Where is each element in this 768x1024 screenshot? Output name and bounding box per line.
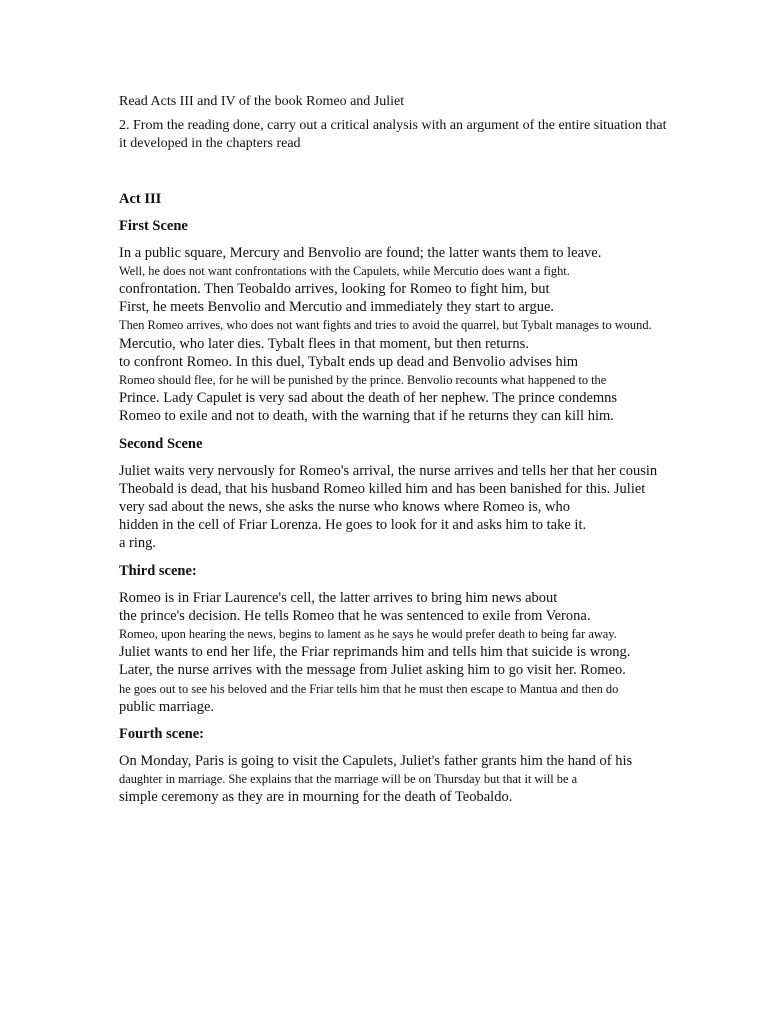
text-line: On Monday, Paris is going to visit the Capulets, Juliet's father grants him the hand of his <box>119 753 633 770</box>
scene-title-fourth: Fourth scene: <box>119 726 204 743</box>
text-line: he goes out to see his beloved and the Friar tells him that he must then escape to Mantua and then do <box>119 681 619 696</box>
scene-title-second: Second Scene <box>119 435 203 452</box>
text-line: a ring. <box>119 535 157 552</box>
text-line: daughter in marriage. She explains that the marriage will be on Thursday but that it will be a <box>119 772 578 787</box>
text-line: hidden in the cell of Friar Lorenza. He goes to look for it and asks him to take it. <box>119 517 587 534</box>
intro-task <box>119 117 719 153</box>
text-line: confrontation. Then Teobaldo arrives, looking for Romeo to fight him, but <box>119 281 550 298</box>
text-line: Later, the nurse arrives with the message from Juliet asking him to go visit her. Romeo. <box>119 662 626 679</box>
text-line: Romeo to exile and not to death, with the warning that if he returns they can kill him. <box>119 408 614 425</box>
text-line: public marriage. <box>119 698 215 715</box>
text-line: Well, he does not want confrontations with the Capulets, while Mercutio does want a fight. <box>119 263 570 278</box>
scene-body-third <box>119 589 719 716</box>
text-line: simple ceremony as they are in mourning for the death of Teobaldo. <box>119 789 513 806</box>
text-line: Juliet wants to end her life, the Friar reprimands him and tells him that suicide is wrong. <box>119 644 631 661</box>
scene-title-first: First Scene <box>119 217 188 234</box>
text-line: Romeo, upon hearing the news, begins to lament as he says he would prefer death to being far away. <box>119 627 617 642</box>
document-page <box>119 93 719 816</box>
text-line: First, he meets Benvolio and Mercutio and immediately they start to argue. <box>119 299 555 316</box>
scene-body-second <box>119 462 719 553</box>
text-line: very sad about the news, she asks the nurse who knows where Romeo is, who <box>119 499 571 516</box>
intro-task-line: it developed in the chapters read <box>119 136 301 152</box>
scene-body-first <box>119 244 719 426</box>
text-line: Romeo should flee, for he will be punished by the prince. Benvolio recounts what happened to the <box>119 373 607 388</box>
text-line: to confront Romeo. In this duel, Tybalt ends up dead and Benvolio advises him <box>119 353 579 370</box>
act-title: Act III <box>119 190 162 207</box>
text-line: Then Romeo arrives, who does not want fights and tries to avoid the quarrel, but Tybalt manages to wound. <box>119 318 652 333</box>
text-line: Prince. Lady Capulet is very sad about the death of her nephew. The prince condemns <box>119 390 618 407</box>
scene-body-fourth <box>119 752 719 807</box>
text-line: In a public square, Mercury and Benvolio are found; the latter wants them to leave. <box>119 244 602 261</box>
text-line: Mercutio, who later dies. Tybalt flees in that moment, but then returns. <box>119 335 529 352</box>
scene-title-third: Third scene: <box>119 562 197 579</box>
text-line: Theobald is dead, that his husband Romeo killed him and has been banished for this. Juliet <box>119 480 646 497</box>
text-line: the prince's decision. He tells Romeo that he was sentenced to exile from Verona. <box>119 607 591 624</box>
text-line: Romeo is in Friar Laurence's cell, the latter arrives to bring him news about <box>119 589 558 606</box>
text-line: Juliet waits very nervously for Romeo's arrival, the nurse arrives and tells her that her cousin <box>119 462 658 479</box>
intro-task-line: 2. From the reading done, carry out a critical analysis with an argument of the entire situation that <box>119 118 667 134</box>
intro-title: Read Acts III and IV of the book Romeo and Juliet <box>119 94 405 109</box>
